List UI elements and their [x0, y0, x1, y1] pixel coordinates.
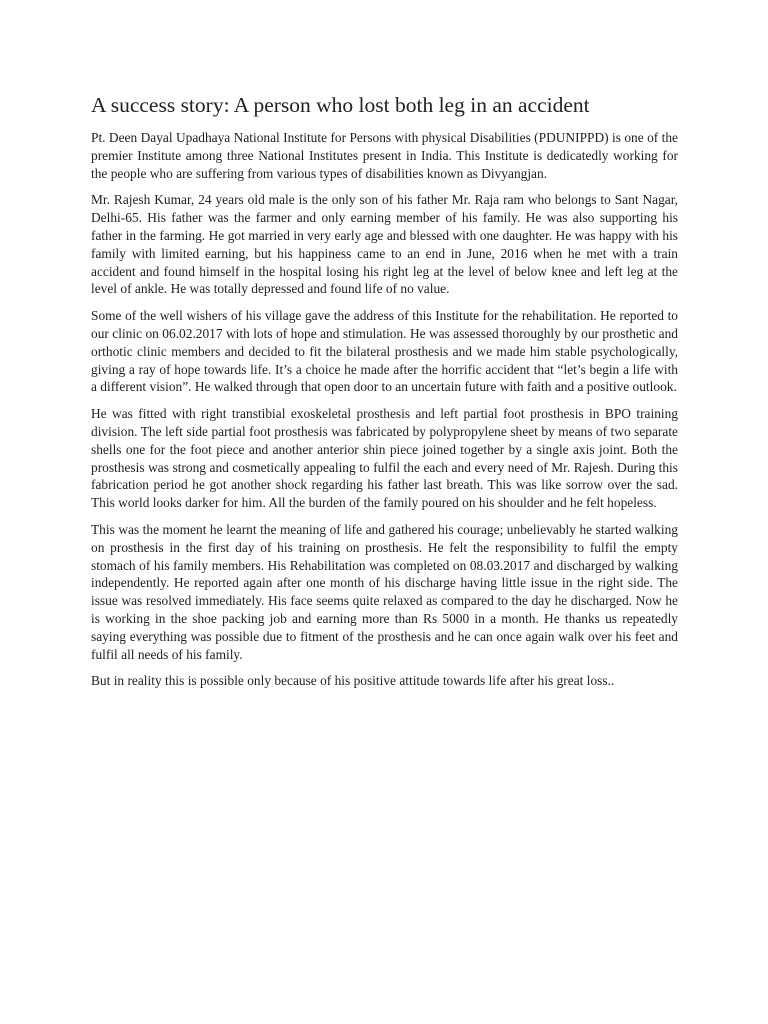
- paragraph-conclusion: But in reality this is possible only because of his positive attitude towards life after his great loss..: [91, 673, 615, 689]
- document-page: [91, 92, 678, 699]
- paragraph-rehabilitation: This was the moment he learnt the meaning of life and gathered his courage; unbelievably he started walking on prosthesis in the first day of his training on prosthesis. He felt the responsibility to fulfil the empty stomach of his family members. His Rehabilitation was completed on 08.03.2017 and discharged by walking independently. He reported again after one month of his discharge having little issue in the right side. The issue was resolved immediately. His face seems quite relaxed as compared to the day he discharged. Now he is working in the shoe packing job and earning more than Rs 5000 in a month. He thanks us repeatedly saying everything was possible due to fitment of the prosthesis and he can once again walk over his feet and fulfil all needs of his family.: [91, 521, 678, 662]
- paragraph-prosthesis-fitting: He was fitted with right transtibial exoskeletal prosthesis and left partial foot prosthesis in BPO training division. The left side partial foot prosthesis was fabricated by polypropylene sheet by means of two separate shells one for the foot piece and another anterior shin piece joined together by a single axis joint. Both the prosthesis was strong and cosmetically appealing to fulfil the each and every need of Mr. Rajesh. During this fabrication period he got another shock regarding his father last breath. This was like sorrow over the sad. This world looks darker for him. All the burden of the family poured on his shoulder and he felt hopeless.: [91, 406, 678, 511]
- paragraph-background: Mr. Rajesh Kumar, 24 years old male is the only son of his father Mr. Raja ram who belongs to Sant Nagar, Delhi-65. His father was the farmer and only earning member of his family. He was also supporting his father in the farming. He got married in very early age and blessed with one daughter. He was happy with his family with limited earning, but his happiness came to an end in June, 2016 when he met with a train accident and found himself in the hospital losing his right leg at the level of below knee and left leg at the level of ankle. He was totally depressed and found life of no value.: [91, 192, 678, 297]
- paragraph-clinic-visit: Some of the well wishers of his village gave the address of this Institute for the rehabilitation. He reported to our clinic on 06.02.2017 with lots of hope and stimulation. He was assessed thoroughly by our prosthetic and orthotic clinic members and decided to fit the bilateral prosthesis and we made him stable psychologically, giving a ray of hope towards life. It’s a choice he made after the horrific accident that “let’s begin a life with a different vision”. He walked through that open door to an uncertain future with faith and a positive outlook.: [91, 308, 678, 395]
- paragraph-intro: Pt. Deen Dayal Upadhaya National Institute for Persons with physical Disabilities (PDUNIPPD) is one of the premier Institute among three National Institutes present in India. This Institute is dedicatedly working for the people who are suffering from various types of disabilities known as Divyangjan.: [91, 130, 678, 181]
- document-title: A success story: A person who lost both leg in an accident: [91, 93, 590, 117]
